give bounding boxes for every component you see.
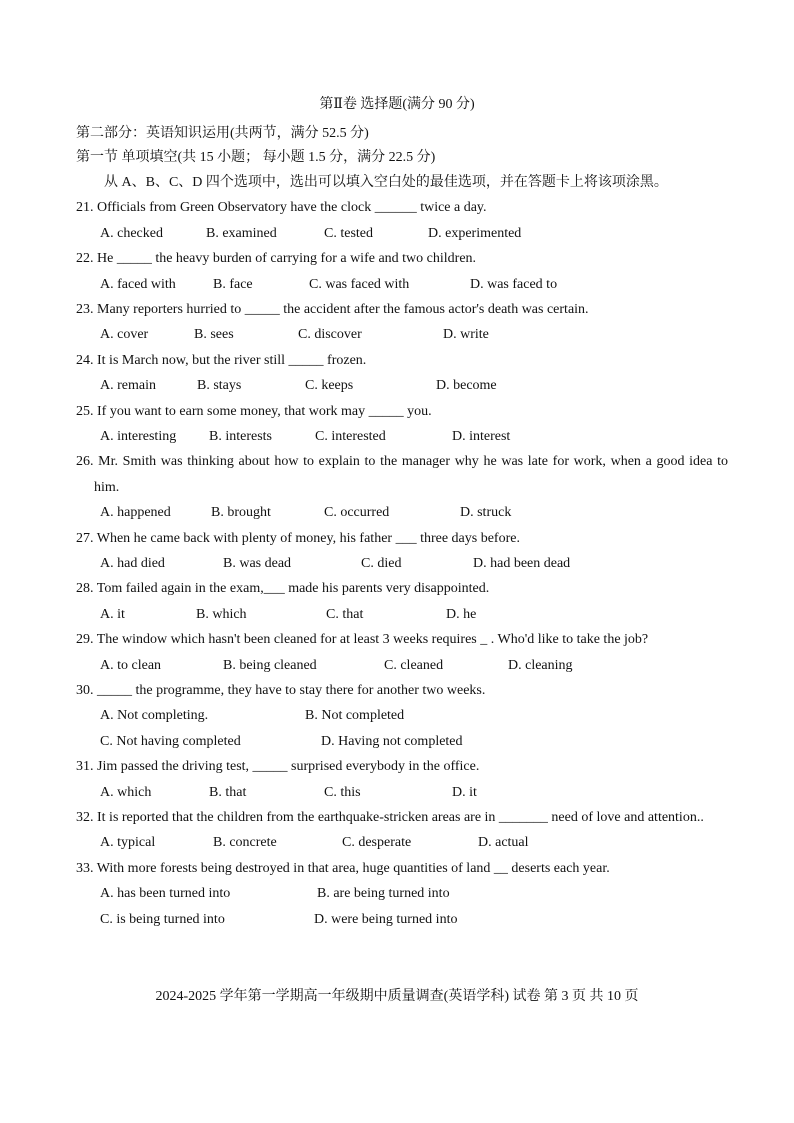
option-a: A. interesting bbox=[100, 428, 177, 444]
question-options-25 bbox=[76, 424, 728, 449]
section-title: 第一节 单项填空(共 15 小题； 每小题 1.5 分，满分 22.5 分) bbox=[76, 150, 436, 165]
option-b: B. was dead bbox=[223, 555, 292, 571]
option-a: A. happened bbox=[100, 505, 171, 521]
option-d: D. cleaning bbox=[508, 657, 573, 673]
question-stem-33: 33. With more forests being destroyed in that area, huge quantities of land __ deserts each year. bbox=[76, 860, 610, 876]
question-stem-22: 22. He _____ the heavy burden of carrying for a wife and two children. bbox=[76, 251, 477, 267]
option-d: D. it bbox=[452, 784, 477, 800]
option-c: C. occurred bbox=[324, 505, 390, 521]
option-c: C. tested bbox=[324, 225, 373, 241]
question-options-30-row-2 bbox=[76, 729, 728, 754]
option-b: B. interests bbox=[209, 428, 272, 444]
option-d: D. interest bbox=[452, 428, 511, 444]
option-c: C. desperate bbox=[342, 835, 412, 851]
question-options-30-row-1 bbox=[76, 703, 728, 728]
option-c: C. this bbox=[324, 784, 361, 800]
question-stem-23: 23. Many reporters hurried to _____ the accident after the famous actor's death was certain. bbox=[76, 301, 589, 317]
option-c: C. interested bbox=[315, 428, 386, 444]
question-options-21 bbox=[76, 221, 728, 246]
option-a: A. Not completing. bbox=[100, 708, 209, 724]
option-d: D. Having not completed bbox=[321, 733, 463, 749]
option-c: C. died bbox=[361, 555, 402, 571]
option-b: B. stays bbox=[197, 378, 242, 394]
part-title: 第二部分：英语知识运用(共两节，满分 52.5 分) bbox=[76, 126, 369, 141]
option-d: D. had been dead bbox=[473, 555, 571, 571]
option-c: C. keeps bbox=[305, 378, 354, 394]
option-a: A. to clean bbox=[100, 657, 162, 673]
option-d: D. actual bbox=[478, 835, 529, 851]
question-options-29 bbox=[76, 653, 728, 678]
option-a: A. had died bbox=[100, 555, 165, 571]
volume-title: 第Ⅱ卷 选择题(满分 90 分) bbox=[319, 97, 475, 112]
question-options-22 bbox=[76, 272, 728, 297]
option-b: B. being cleaned bbox=[223, 657, 317, 673]
question-stem-24: 24. It is March now, but the river still _____ frozen. bbox=[76, 352, 367, 368]
question-options-27 bbox=[76, 551, 728, 576]
option-c: C. was faced with bbox=[309, 276, 410, 292]
option-b: B. examined bbox=[206, 225, 277, 241]
option-a: A. remain bbox=[100, 378, 156, 394]
option-c: C. discover bbox=[298, 327, 362, 343]
option-a: A. which bbox=[100, 784, 152, 800]
option-a: A. has been turned into bbox=[100, 886, 231, 902]
option-b: B. which bbox=[196, 606, 247, 622]
question-options-23 bbox=[76, 322, 728, 347]
option-a: A. it bbox=[100, 606, 125, 622]
exam-content bbox=[76, 122, 728, 932]
question-stem-31: 31. Jim passed the driving test, _____ surprised everybody in the office. bbox=[76, 759, 480, 775]
instruction-text: 从 A、B、C、D 四个选项中，选出可以填入空白处的最佳选项，并在答题卡上将该项涂黑。 bbox=[104, 175, 668, 190]
option-b: B. are being turned into bbox=[317, 886, 450, 902]
question-options-33-row-1 bbox=[76, 881, 728, 906]
option-d: D. become bbox=[436, 378, 497, 394]
question-stem-29: 29. The window which hasn't been cleaned for at least 3 weeks requires _ . Who'd like to take the job? bbox=[76, 632, 649, 648]
option-b: B. brought bbox=[211, 505, 271, 521]
option-c: C. cleaned bbox=[384, 657, 444, 673]
question-stem-25: 25. If you want to earn some money, that work may _____ you. bbox=[76, 403, 432, 419]
question-options-31 bbox=[76, 780, 728, 805]
option-d: D. were being turned into bbox=[314, 911, 458, 927]
option-b: B. concrete bbox=[213, 835, 277, 851]
question-options-33-row-2 bbox=[76, 907, 728, 932]
question-options-32 bbox=[76, 830, 728, 855]
question-stem-26: 26. Mr. Smith was thinking about how to explain to the manager why he was late for work, when a good idea to him. bbox=[76, 454, 728, 495]
option-c: C. Not having completed bbox=[100, 733, 241, 749]
question-stem-30: 30. _____ the programme, they have to stay there for another two weeks. bbox=[76, 682, 486, 698]
question-options-24 bbox=[76, 373, 728, 398]
option-d: D. was faced to bbox=[470, 276, 558, 292]
option-c: C. that bbox=[326, 606, 364, 622]
question-options-28 bbox=[76, 602, 728, 627]
option-a: A. cover bbox=[100, 327, 149, 343]
option-b: B. Not completed bbox=[305, 708, 405, 724]
question-stem-27: 27. When he came back with plenty of money, his father ___ three days before. bbox=[76, 530, 520, 546]
question-stem-28: 28. Tom failed again in the exam,___ made his parents very disappointed. bbox=[76, 581, 490, 597]
question-options-26 bbox=[76, 500, 728, 525]
question-stem-32: 32. It is reported that the children from the earthquake-stricken areas are in _______ need of love and attention.. bbox=[76, 809, 704, 825]
option-a: A. checked bbox=[100, 225, 163, 241]
option-b: B. face bbox=[213, 276, 253, 292]
option-d: D. experimented bbox=[428, 225, 522, 241]
option-b: B. that bbox=[209, 784, 247, 800]
option-a: A. typical bbox=[100, 835, 156, 851]
option-d: D. he bbox=[446, 606, 477, 622]
page-footer: 2024-2025 学年第一学期高一年级期中质量调查(英语学科) 试卷 第 3 页 共 10 页 bbox=[155, 989, 639, 1004]
option-d: D. write bbox=[443, 327, 489, 343]
option-b: B. sees bbox=[194, 327, 234, 343]
option-a: A. faced with bbox=[100, 276, 176, 292]
option-d: D. struck bbox=[460, 505, 512, 521]
option-c: C. is being turned into bbox=[100, 911, 225, 927]
question-stem-21: 21. Officials from Green Observatory have the clock ______ twice a day. bbox=[76, 200, 487, 216]
